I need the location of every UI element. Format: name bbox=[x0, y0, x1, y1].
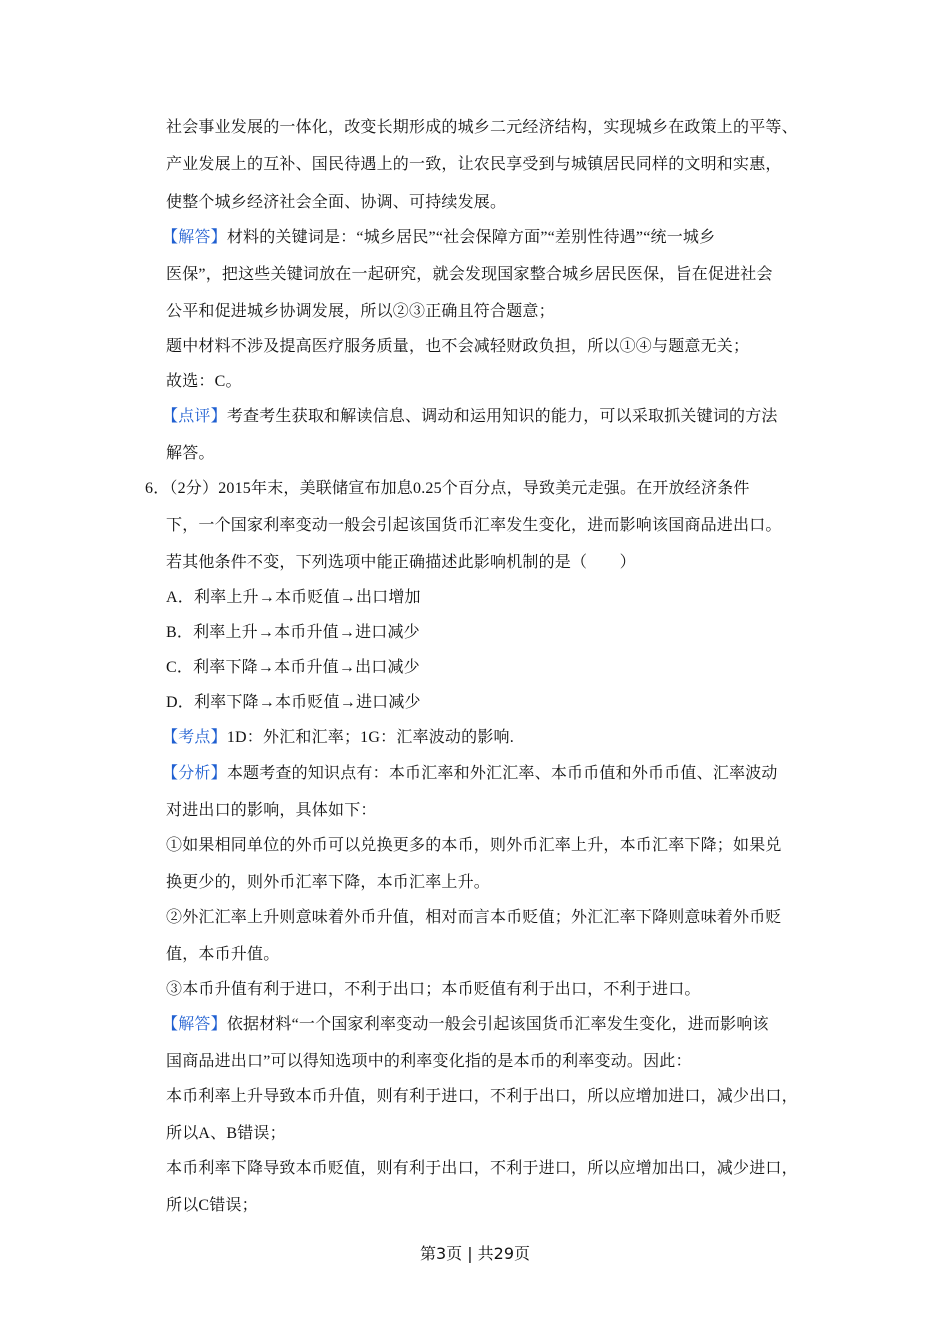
text-line bbox=[166, 444, 215, 464]
line-text: 国商品进出口”可以得知选项中的利率变化指的是本币的利率变动。因此： bbox=[166, 1053, 692, 1070]
line-text: 6．（2分）2015年末，美联储宣布加息0.25个百分点，导致美元走强。在开放经济条件 bbox=[145, 480, 750, 497]
text-line bbox=[166, 1159, 798, 1179]
line-text: 社会事业发展的一体化，改变长期形成的城乡二元经济结构，实现城乡在政策上的平等、 bbox=[166, 119, 798, 136]
text-line bbox=[166, 193, 506, 213]
text-line bbox=[166, 155, 782, 175]
text-line bbox=[166, 836, 782, 856]
text-line bbox=[162, 764, 778, 784]
text-line bbox=[166, 118, 798, 138]
text-line bbox=[166, 302, 555, 322]
text-line bbox=[162, 228, 715, 248]
section-tag: 【分析】 bbox=[162, 765, 227, 782]
text-line bbox=[162, 728, 514, 748]
text-line bbox=[166, 980, 701, 1000]
text-line bbox=[166, 801, 377, 821]
text-line bbox=[166, 945, 279, 965]
text-line bbox=[166, 337, 749, 357]
text-line bbox=[166, 908, 782, 928]
line-text: ③本币升值有利于进口，不利于出口；本币贬值有利于出口，不利于进口。 bbox=[166, 981, 701, 998]
text-line bbox=[166, 623, 420, 643]
text-line bbox=[166, 1052, 692, 1072]
question-line bbox=[145, 479, 750, 499]
line-text: 材料的关键词是：“城乡居民”“社会保障方面”“差别性待遇”“统一城乡 bbox=[226, 229, 716, 246]
line-text: 本币利率上升导致本币升值，则有利于进口，不利于出口，所以应增加进口，减少出口， bbox=[166, 1088, 798, 1105]
line-text: B．利率上升→本币升值→进口减少 bbox=[166, 624, 420, 641]
line-text: 所以C错误； bbox=[166, 1197, 258, 1214]
line-text: 依据材料“一个国家利率变动一般会引起该国货币汇率发生变化，进而影响该 bbox=[226, 1016, 769, 1033]
line-text: 医保”，把这些关键词放在一起研究，就会发现国家整合城乡居民医保，旨在促进社会 bbox=[166, 266, 773, 283]
text-line bbox=[166, 516, 782, 536]
line-text: 换更少的，则外币汇率下降，本币汇率上升。 bbox=[166, 874, 491, 891]
line-text: A．利率上升→本币贬值→出口增加 bbox=[166, 589, 421, 606]
line-text: 本币利率下降导致本币贬值，则有利于出口，不利于进口，所以应增加出口，减少进口， bbox=[166, 1160, 798, 1177]
text-line bbox=[162, 407, 778, 427]
line-text: 值，本币升值。 bbox=[166, 946, 280, 963]
text-line bbox=[166, 658, 420, 678]
line-text: ②外汇汇率上升则意味着外币升值，相对而言本币贬值；外汇汇率下降则意味着外币贬 bbox=[166, 909, 782, 926]
line-text: 下，一个国家利率变动一般会引起该国货币汇率发生变化，进而影响该国商品进出口。 bbox=[166, 517, 782, 534]
line-text: 故选：C。 bbox=[166, 373, 242, 390]
line-text: 公平和促进城乡协调发展，所以②③正确且符合题意； bbox=[166, 303, 555, 320]
section-tag: 【解答】 bbox=[162, 229, 227, 246]
text-line bbox=[166, 1124, 286, 1144]
line-text: 本题考查的知识点有：本币汇率和外汇汇率、本币币值和外币币值、汇率波动 bbox=[226, 765, 778, 782]
text-line bbox=[162, 1015, 769, 1035]
text-line bbox=[166, 553, 636, 573]
line-text: 考查考生获取和解读信息、调动和运用知识的能力，可以采取抓关键词的方法 bbox=[226, 408, 778, 425]
line-text: C．利率下降→本币升值→出口减少 bbox=[166, 659, 420, 676]
line-text: D．利率下降→本币贬值→进口减少 bbox=[166, 694, 421, 711]
text-line bbox=[166, 693, 421, 713]
text-line bbox=[166, 588, 421, 608]
text-line bbox=[166, 372, 242, 392]
line-text: 产业发展上的互补、国民待遇上的一致，让农民享受到与城镇居民同样的文明和实惠， bbox=[166, 156, 782, 173]
line-text: 题中材料不涉及提高医疗服务质量，也不会减轻财政负担，所以①④与题意无关； bbox=[166, 338, 750, 355]
text-line bbox=[166, 1087, 798, 1107]
line-text: 所以A、B错误； bbox=[166, 1125, 286, 1142]
line-text: 使整个城乡经济社会全面、协调、可持续发展。 bbox=[166, 194, 507, 211]
text-line bbox=[166, 265, 773, 285]
text-line bbox=[166, 1196, 258, 1216]
line-text: 对进出口的影响，具体如下： bbox=[166, 802, 377, 819]
text-line bbox=[166, 873, 490, 893]
section-tag: 【解答】 bbox=[162, 1016, 227, 1033]
line-text: 1D：外汇和汇率；1G：汇率波动的影响. bbox=[226, 729, 514, 746]
line-text: 解答。 bbox=[166, 445, 215, 462]
line-text: 若其他条件不变，下列选项中能正确描述此影响机制的是（ ） bbox=[166, 554, 636, 571]
page-footer: 第3页 | 共29页 bbox=[419, 1244, 531, 1263]
section-tag: 【考点】 bbox=[162, 729, 227, 746]
section-tag: 【点评】 bbox=[162, 408, 227, 425]
line-text: ①如果相同单位的外币可以兑换更多的本币，则外币汇率上升，本币汇率下降；如果兑 bbox=[166, 837, 782, 854]
